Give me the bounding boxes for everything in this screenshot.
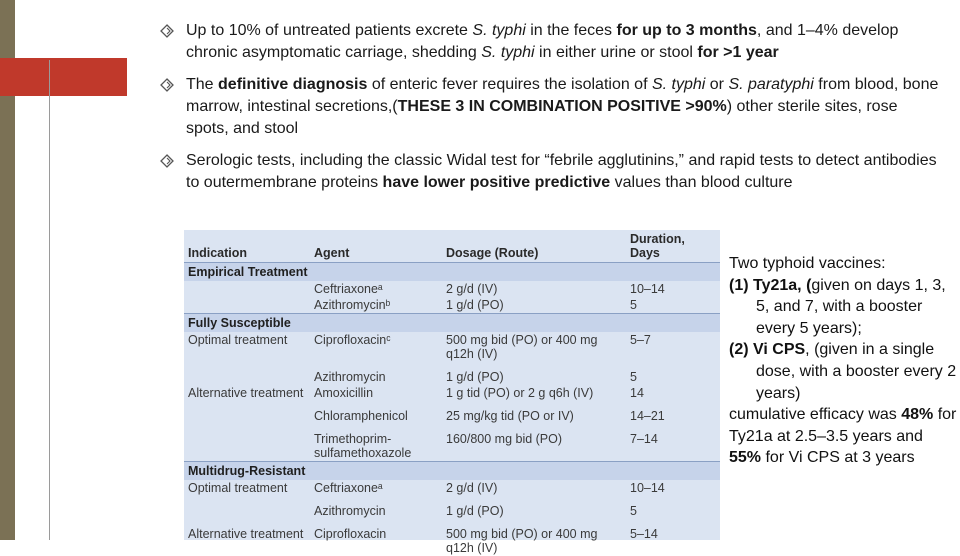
cell-duration: 10–14 — [630, 481, 665, 495]
accent-bar — [0, 58, 127, 96]
text-run: for Ty21a at 2.5–3.5 years and — [729, 406, 957, 445]
table-row — [184, 480, 720, 496]
cell-agent: Ciprofloxacin — [314, 527, 387, 541]
cell-dosage: 1 g/d (PO) — [446, 298, 504, 312]
table-row — [184, 297, 720, 314]
cell-duration: 14–21 — [630, 409, 665, 423]
cell-agent: Ceftriaxoneᵃ — [314, 481, 383, 495]
cell-duration: 7–14 — [630, 432, 658, 446]
text-run: , (given in a single dose, with a booster every 2 years) — [756, 341, 957, 402]
cell-duration: 5 — [630, 370, 637, 384]
table-row — [184, 385, 720, 401]
cell-agent: Azithromycin — [314, 370, 386, 384]
bullet-list — [160, 20, 940, 204]
bullet-item — [160, 74, 940, 140]
text-run: from blood, bone marrow, intestinal secretions,( — [186, 76, 939, 115]
diamond-outline-icon — [160, 154, 174, 168]
cell-indication — [184, 281, 310, 297]
text-run: Serologic tests, including the classic Widal test for “febrile agglutinins,” and rapid tests to detect antibodies to outermembrane proteins — [186, 152, 937, 191]
table-section-row — [184, 263, 720, 282]
cell-duration: 10–14 — [630, 282, 665, 296]
table-row — [184, 424, 720, 462]
vaccine-line — [729, 275, 957, 340]
text-run: in the feces — [525, 22, 617, 39]
cell-dosage: 160/800 mg bid (PO) — [446, 432, 563, 446]
text-run: values than blood culture — [610, 174, 793, 191]
cell-agent: Azithromycin — [314, 504, 386, 518]
cell-dosage: 500 mg bid (PO) or 400 mg q12h (IV) — [446, 527, 598, 555]
text-run: definitive diagnosis — [218, 76, 368, 93]
cell-indication: Optimal treatment — [188, 333, 288, 347]
table-section-row — [184, 462, 720, 481]
text-run: , and 1–4% develop chronic asymptomatic carriage, shedding — [186, 22, 899, 61]
text-run: Up to 10% of untreated patients excrete — [186, 22, 473, 39]
text-run: (2) Vi CPS — [729, 341, 806, 359]
header-indication: Indication — [184, 230, 310, 263]
cell-dosage: 1 g/d (PO) — [446, 370, 504, 384]
table-row — [184, 401, 720, 424]
header-duration: Duration, Days — [626, 230, 720, 263]
cell-dosage: 25 mg/kg tid (PO or IV) — [446, 409, 574, 423]
text-run: for Vi CPS at 3 years — [761, 449, 915, 467]
section-title: Multidrug-Resistant — [184, 462, 720, 481]
text-run: given on days 1, 3, 5, and 7, with a booster every 5 years); — [756, 276, 946, 337]
text-run: for >1 year — [697, 44, 779, 61]
guide-line — [49, 60, 50, 540]
text-run: S. typhi — [472, 22, 526, 39]
text-run: S. typhi — [481, 44, 535, 61]
text-run: 48% — [901, 406, 934, 424]
table-row — [184, 519, 720, 556]
table-row — [184, 496, 720, 519]
text-run: for up to 3 months — [616, 22, 757, 39]
table-row — [184, 332, 720, 362]
section-title: Empirical Treatment — [184, 263, 720, 282]
cell-indication — [184, 401, 310, 424]
table-row — [184, 281, 720, 297]
text-run: in either urine or stool — [534, 44, 698, 61]
diamond-outline-icon — [160, 78, 174, 92]
vaccine-line — [729, 339, 957, 404]
cell-duration: 5–14 — [630, 527, 658, 541]
text-run: Two typhoid vaccines: — [729, 255, 886, 272]
bullet-text — [186, 152, 937, 191]
cell-agent: Ceftriaxoneᵃ — [314, 282, 383, 296]
cell-dosage: 2 g/d (IV) — [446, 282, 498, 296]
cell-indication — [184, 496, 310, 519]
text-run: S. paratyphi — [728, 76, 814, 93]
cell-indication: Alternative treatment — [188, 527, 304, 541]
cell-duration: 5 — [630, 504, 637, 518]
vaccine-line — [729, 253, 957, 275]
table-row — [184, 362, 720, 385]
header-dosage: Dosage (Route) — [442, 230, 626, 263]
diamond-outline-icon — [160, 24, 174, 38]
cell-agent: Trimethoprim-sulfamethoxazole — [314, 432, 412, 460]
cell-agent: Chloramphenicol — [314, 409, 408, 423]
cell-duration: 5–7 — [630, 333, 651, 347]
text-run: 55% — [729, 449, 762, 467]
bullet-item — [160, 150, 940, 194]
cell-indication — [184, 424, 310, 462]
text-run: THESE 3 IN COMBINATION POSITIVE >90% — [397, 98, 727, 115]
text-run: have lower positive predictive — [382, 174, 611, 191]
cell-dosage: 1 g tid (PO) or 2 g q6h (IV) — [446, 386, 594, 400]
header-agent: Agent — [310, 230, 442, 263]
section-title: Fully Susceptible — [184, 314, 720, 333]
bullet-text — [186, 22, 898, 61]
text-run: of enteric fever requires the isolation of — [367, 76, 652, 93]
text-run: S. typhi — [651, 76, 706, 93]
text-run: ) other sterile sites, rose spots, and stool — [186, 98, 898, 137]
vaccine-line — [729, 404, 957, 469]
table-section-row — [184, 314, 720, 333]
cell-agent: Amoxicillin — [314, 386, 374, 400]
cell-indication — [184, 362, 310, 385]
cell-dosage: 500 mg bid (PO) or 400 mg q12h (IV) — [446, 333, 598, 361]
text-run: The — [186, 76, 219, 93]
cell-duration: 5 — [630, 298, 637, 312]
text-run: or — [705, 76, 729, 93]
cell-indication: Alternative treatment — [188, 386, 304, 400]
vaccine-notes — [729, 253, 957, 469]
cell-agent: Ciprofloxacinᶜ — [314, 333, 391, 347]
text-run: (1) Ty21a, ( — [729, 276, 812, 294]
cell-dosage: 1 g/d (PO) — [446, 504, 504, 518]
text-run: cumulative efficacy was — [729, 406, 902, 424]
bullet-text — [186, 76, 938, 137]
cell-duration: 14 — [630, 386, 644, 400]
treatment-table — [184, 230, 720, 555]
cell-dosage: 2 g/d (IV) — [446, 481, 498, 495]
cell-indication: Optimal treatment — [188, 481, 288, 495]
cell-agent: Azithromycinᵇ — [314, 298, 391, 312]
table-header-row — [184, 230, 720, 263]
cell-indication — [184, 297, 310, 314]
bullet-item — [160, 20, 940, 64]
